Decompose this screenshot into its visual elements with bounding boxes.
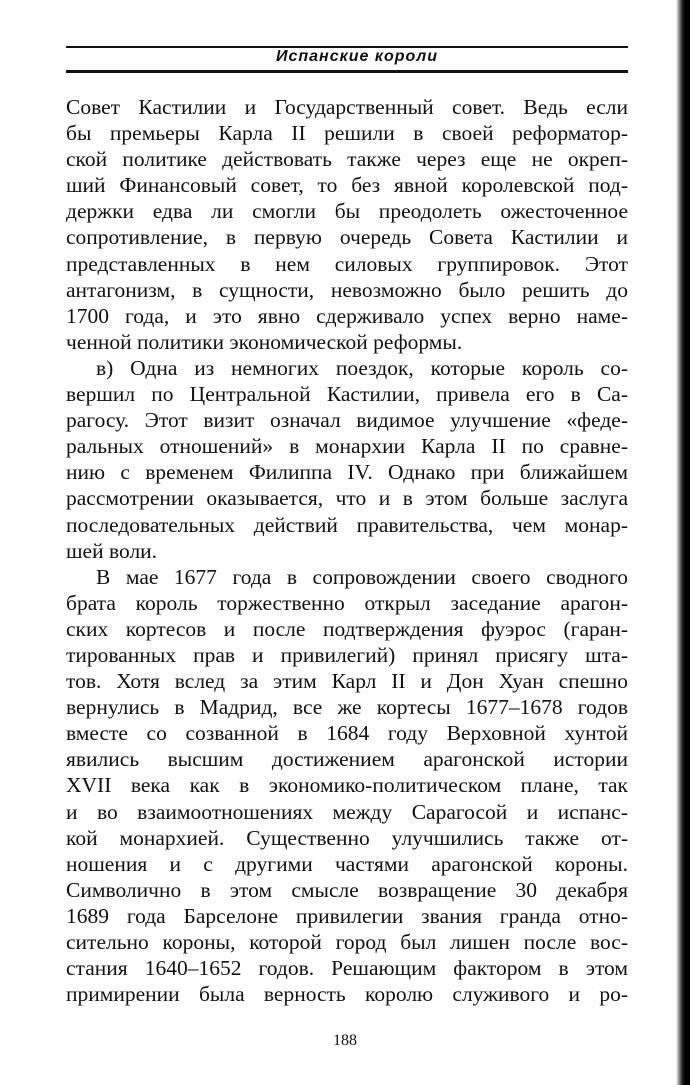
text-line: ший Финансовый совет, то без явной королевской под- [66, 173, 628, 198]
text-line: шей воли. [66, 538, 158, 563]
text-line: ченной политики экономической реформы. [66, 329, 463, 354]
text-line: брата король торжественно открыл заседание арагон- [66, 590, 628, 615]
text-line: ральных отношений» в монархии Карла II по сравне- [66, 434, 628, 459]
text-line: держки едва ли смогли бы преодолеть ожесточенное [66, 199, 628, 224]
text-line: последовательных действий правительства, чем монар- [66, 512, 628, 537]
running-header [66, 40, 628, 74]
text-line: стания 1640–1652 годов. Решающим фактором в этом [66, 956, 628, 981]
paragraph [66, 355, 628, 564]
text-line: нию с временем Филиппа IV. Однако при ближайшем [66, 460, 628, 485]
text-line: кой монархией. Существенно улучшились также от- [66, 825, 628, 850]
text-line: 1689 года Барселоне привилегии звания гранда отно- [66, 903, 628, 928]
text-line: Совет Кастилии и Государственный совет. Ведь если [66, 95, 628, 119]
text-line: ских кортесов и после подтверждения фуэрос (гаран- [66, 616, 628, 641]
text-line: вернулись в Мадрид, все же кортесы 1677–1678 годов [66, 695, 628, 720]
page-number: 188 [333, 1032, 357, 1049]
text-line: XVII века как в экономико-политическом плане, так [66, 773, 628, 798]
text-line: рассмотрении оказывается, что и в этом больше заслуга [66, 486, 628, 511]
text-line: бы премьеры Карла II решили в своей реформатор- [66, 121, 628, 146]
text-line: ношения и с другими частями арагонской короны. [66, 851, 628, 876]
text-line: вместе со созванной в 1684 году Верховной хунтой [66, 721, 628, 746]
paragraph [66, 564, 628, 1008]
text-line: тов. Хотя вслед за этим Карл II и Дон Хуан спешно [66, 669, 628, 694]
running-header-title: Испанские короли [275, 48, 438, 65]
text-line: в) Одна из немногих поездок, которые король со- [96, 355, 628, 380]
text-line: явились высшим достижением арагонской истории [66, 747, 628, 772]
text-line: представленных в нем силовых группировок. Этот [66, 251, 628, 276]
text-line: сопротивление, в первую очередь Совета Кастилии и [66, 225, 628, 250]
paragraph [66, 94, 628, 355]
text-line: примирении была верность королю служивого и ро- [66, 982, 628, 1007]
text-line: В мае 1677 года в сопровождении своего сводного [96, 564, 628, 589]
body-text [66, 94, 628, 1007]
text-line: 1700 года, и это явно сдерживало успех верно наме- [66, 303, 628, 328]
text-line: сительно короны, которой город был лишен после вос- [66, 930, 628, 954]
text-line: тированных прав и привилегий) принял присягу шта- [66, 642, 628, 667]
page-edge [676, 0, 690, 1085]
header-rule-bottom [66, 70, 628, 73]
text-line: рагосу. Этот визит означал видимое улучшение «феде- [66, 408, 628, 433]
text-line: ской политике действовать также через еще не окреп- [66, 147, 628, 172]
text-line: антагонизм, в сущности, невозможно было решить до [66, 277, 628, 302]
text-line: и во взаимоотношениях между Сарагосой и испанс- [66, 799, 628, 824]
text-line: вершил по Центральной Кастилии, привела его в Са- [66, 382, 628, 407]
text-line: Символично в этом смысле возвращение 30 декабря [66, 877, 628, 902]
